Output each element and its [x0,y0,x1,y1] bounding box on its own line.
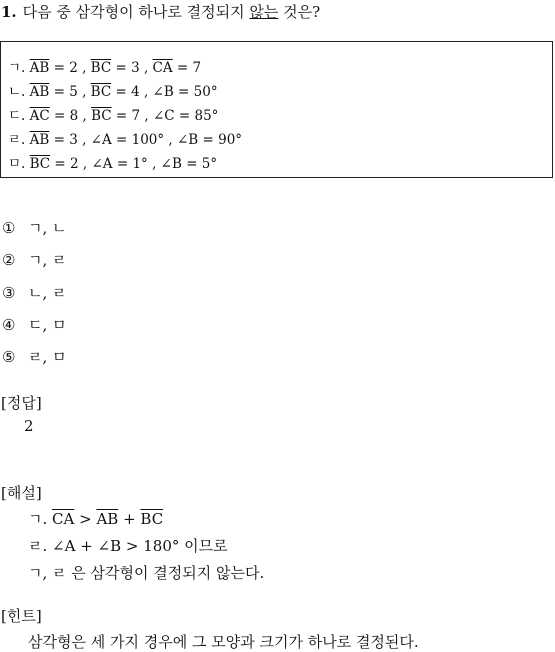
choice-mark: ⑤ [2,348,16,366]
choice-text: ㄹ, ㅁ [28,348,67,366]
segment-name: $\overline{CA}$ [152,60,173,76]
choice-1[interactable] [2,217,67,238]
condition-label: ㄷ. [8,108,30,124]
explanation-heading: [해설] [1,484,42,502]
segment-name: $\overline{AB}$ [29,84,50,100]
condition-line [8,80,218,100]
choice-4[interactable] [2,314,67,335]
choice-3[interactable] [2,282,67,303]
segment-name: $\overline{AC}$ [29,108,50,124]
segment-name: $\overline{BC}$ [90,84,112,100]
math-text: = 2 , ∠A = 1° , ∠B = 5° [50,156,218,172]
math-text: > [74,510,97,528]
condition-line [8,152,217,172]
math-text: ㄱ, ㄹ 은 삼각형이 결정되지 않는다. [28,564,265,582]
math-text: = 5 , [49,84,91,100]
math-text: ㄱ. [28,510,53,528]
segment-name: $\overline{BC}$ [140,510,164,528]
math-text: = 4 , ∠B = 50° [111,84,218,100]
question-text-underlined: 않는 [249,3,279,21]
math-text: + [118,510,141,528]
choice-text: ㄴ, ㄹ [28,284,67,302]
condition-line [8,128,242,148]
segment-name: $\overline{BC}$ [90,60,112,76]
choice-mark: ③ [2,284,16,302]
math-text: = 7 , ∠C = 85° [111,108,219,124]
choice-mark: ④ [2,316,16,334]
question-number: 1. [1,3,17,21]
condition-line [8,104,218,124]
math-text: ㄹ. ∠A + ∠B > 180° 이므로 [28,537,228,555]
condition-label: ㄹ. [8,132,30,148]
condition-line [8,56,201,76]
conditions-box [0,41,553,178]
question-title [1,1,320,22]
answer-value: 2 [24,417,34,435]
segment-name: $\overline{AB}$ [29,132,50,148]
condition-label: ㄱ. [8,60,30,76]
condition-label: ㄴ. [8,84,30,100]
math-text: = 7 [172,60,202,76]
choice-2[interactable] [2,249,67,270]
math-text: = 8 , [49,108,92,124]
choice-5[interactable] [2,346,67,367]
question-text-after: 것은? [278,3,321,21]
choice-text: ㄱ, ㄴ [28,219,67,237]
condition-label: ㅁ. [8,156,30,172]
choice-text: ㄷ, ㅁ [28,316,67,334]
segment-name: $\overline{BC}$ [91,108,112,124]
explanation-line [28,508,163,529]
hint-heading: [힌트] [1,607,42,625]
segment-name: $\overline{CA}$ [52,510,75,528]
segment-name: $\overline{AB}$ [96,510,119,528]
choice-mark: ① [2,219,16,237]
explanation-line [28,535,228,556]
hint-text: 삼각형은 세 가지 경우에 그 모양과 크기가 하나로 결정된다. [28,633,419,651]
explanation-line [28,562,264,583]
choice-mark: ② [2,251,16,269]
math-text: = 3 , [111,60,153,76]
segment-name: $\overline{AB}$ [29,60,50,76]
math-text: = 3 , ∠A = 100° , ∠B = 90° [49,132,243,148]
segment-name: $\overline{BC}$ [29,156,51,172]
question-text-before: 다음 중 삼각형이 하나로 결정되지 [22,3,250,21]
answer-heading: [정답] [1,394,42,412]
choice-text: ㄱ, ㄹ [28,251,67,269]
math-text: = 2 , [49,60,91,76]
